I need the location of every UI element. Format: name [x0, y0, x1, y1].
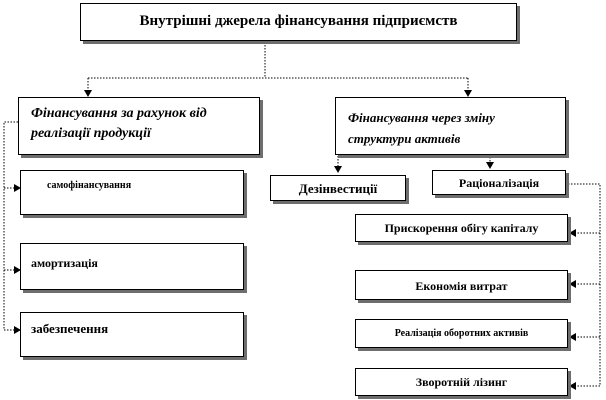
right-item-cost-savings-label: Економія витрат — [415, 279, 508, 293]
title-box — [80, 3, 517, 41]
right-item-capital-turnover-label: Прискорення обігу капіталу — [384, 221, 539, 235]
right-item-leaseback-label: Зворотній лізинг — [415, 375, 508, 389]
right-item-current-assets — [355, 319, 568, 348]
right-branch-box — [335, 97, 566, 155]
left-branch-box — [18, 97, 260, 155]
diagram-title: Внутрішні джерела фінансування підприємств — [139, 13, 458, 29]
left-item-self-financing-label: самофінансування — [47, 180, 132, 191]
right-bracket — [568, 184, 600, 386]
right-item-leaseback — [355, 368, 568, 396]
ration-box — [432, 170, 566, 195]
right-item-cost-savings — [355, 270, 568, 300]
left-item-amortization-label: амортизація — [31, 256, 98, 270]
right-item-capital-turnover — [355, 214, 568, 242]
divest-box — [270, 175, 406, 201]
ration-label: Раціоналізація — [458, 176, 540, 190]
right-branch-line1: Фінансування через зміну — [348, 110, 495, 125]
right-item-current-assets-label: Реалізація оборотних активів — [394, 328, 529, 339]
left-branch-line2: реалізації продукції — [31, 126, 151, 141]
divest-label: Дезінвестиції — [298, 181, 378, 196]
left-item-self-financing — [20, 170, 244, 215]
left-bracket — [4, 122, 18, 330]
left-item-provisions-label: забезпечення — [31, 321, 109, 336]
right-branch-line2: структури активів — [348, 131, 461, 146]
left-item-amortization — [20, 243, 244, 290]
left-branch-line1: Фінансування за рахунок від — [31, 106, 207, 121]
left-item-provisions — [20, 312, 244, 357]
